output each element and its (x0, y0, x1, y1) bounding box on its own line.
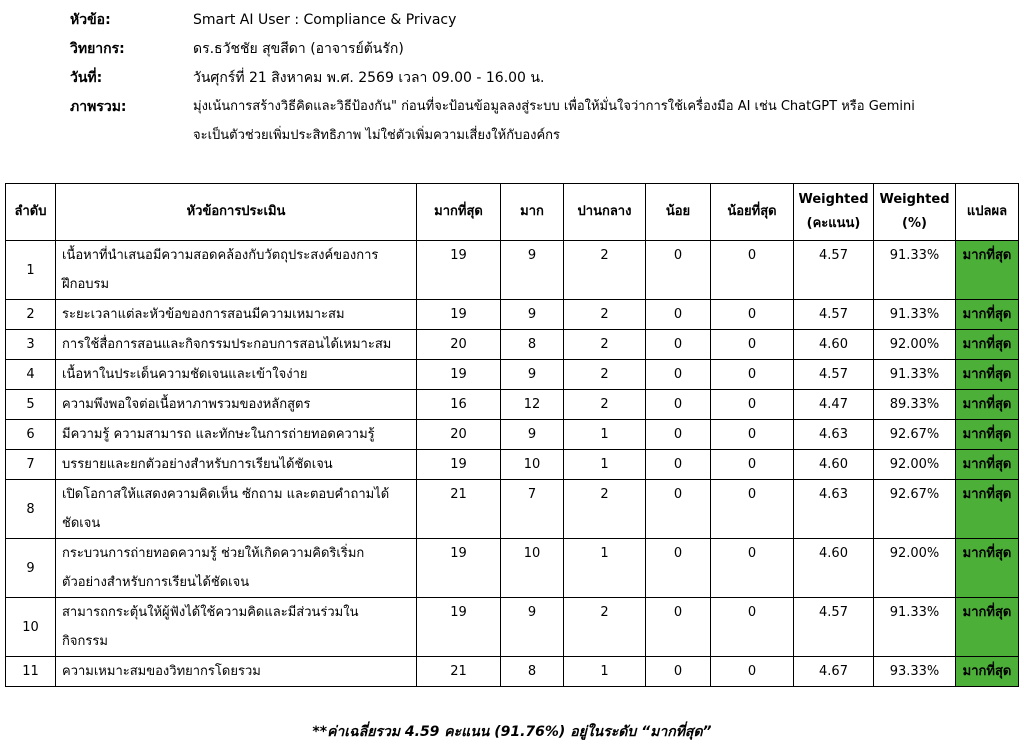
table-row (6, 598, 1019, 657)
row-pct: 93.33% (874, 657, 956, 687)
row-pct: 91.33% (874, 241, 956, 300)
row-little: 0 (646, 300, 711, 330)
table-row (6, 330, 1019, 360)
table-row (6, 300, 1019, 330)
table-row (6, 480, 1019, 539)
topic-label: หัวข้อ: (70, 12, 111, 28)
row-score: 4.57 (794, 300, 874, 330)
row-little: 0 (646, 598, 711, 657)
row-topic-line-2: กิจกรรม (62, 634, 108, 649)
row-pct: 92.67% (874, 480, 956, 539)
row-little: 0 (646, 480, 711, 539)
row-score: 4.57 (794, 360, 874, 390)
row-pct: 91.33% (874, 360, 956, 390)
row-result-badge: มากที่สุด (956, 420, 1019, 450)
row-topic-line-1: มีความรู้ ความสามารถ และทักษะในการถ่ายทอดความรู้ (62, 427, 375, 442)
header-much: มาก (501, 184, 564, 241)
row-topic (56, 300, 417, 330)
header-row (6, 184, 1019, 241)
row-topic-line-2: ฝึกอบรม (62, 277, 110, 292)
row-score: 4.60 (794, 330, 874, 360)
row-number: 1 (6, 241, 56, 300)
row-score: 4.60 (794, 450, 874, 480)
row-result-badge: มากที่สุด (956, 539, 1019, 598)
table-body (6, 241, 1019, 687)
header-least: น้อยที่สุด (711, 184, 794, 241)
row-number: 9 (6, 539, 56, 598)
row-most: 19 (417, 450, 501, 480)
row-much: 9 (501, 241, 564, 300)
row-least: 0 (711, 390, 794, 420)
row-moderate: 2 (564, 390, 646, 420)
row-topic-line-2: ชัดเจน (62, 516, 101, 531)
row-topic-line-1: ความพึงพอใจต่อเนื้อหาภาพรวมของหลักสูตร (62, 397, 311, 412)
table-row (6, 450, 1019, 480)
date-value: วันศุกร์ที่ 21 สิงหาคม พ.ศ. 2569 เวลา 09.00 - 16.00 น. (193, 70, 545, 86)
row-topic-line-2: ตัวอย่างสำหรับการเรียนได้ชัดเจน (62, 575, 250, 590)
row-topic (56, 330, 417, 360)
row-number: 3 (6, 330, 56, 360)
row-score: 4.67 (794, 657, 874, 687)
row-much: 8 (501, 330, 564, 360)
row-moderate: 2 (564, 598, 646, 657)
table-row (6, 420, 1019, 450)
row-number: 7 (6, 450, 56, 480)
row-most: 20 (417, 330, 501, 360)
row-topic (56, 539, 417, 598)
row-score: 4.57 (794, 598, 874, 657)
row-topic-line-1: สามารถกระตุ้นให้ผู้ฟังได้ใช้ความคิดและมีส่วนร่วมใน (62, 605, 359, 620)
row-result-badge: มากที่สุด (956, 480, 1019, 539)
row-moderate: 2 (564, 241, 646, 300)
row-number: 2 (6, 300, 56, 330)
row-moderate: 2 (564, 360, 646, 390)
row-much: 7 (501, 480, 564, 539)
row-much: 10 (501, 450, 564, 480)
row-least: 0 (711, 300, 794, 330)
header-weighted-score-line-1: Weighted (798, 192, 869, 207)
row-topic (56, 420, 417, 450)
date-label: วันที่: (70, 70, 103, 86)
topic-value: Smart AI User : Compliance & Privacy (193, 12, 457, 28)
row-topic-line-1: ระยะเวลาแต่ละหัวข้อของการสอนมีความเหมาะสม (62, 307, 345, 322)
row-most: 19 (417, 300, 501, 330)
row-pct: 91.33% (874, 300, 956, 330)
row-little: 0 (646, 241, 711, 300)
header-weighted-pct-line-1: Weighted (879, 192, 950, 207)
row-result-badge: มากที่สุด (956, 598, 1019, 657)
speaker-label: วิทยากร: (70, 41, 125, 57)
row-topic (56, 598, 417, 657)
row-most: 21 (417, 480, 501, 539)
row-much: 12 (501, 390, 564, 420)
row-score: 4.63 (794, 480, 874, 539)
row-most: 19 (417, 539, 501, 598)
table-row (6, 360, 1019, 390)
row-topic (56, 480, 417, 539)
row-much: 8 (501, 657, 564, 687)
row-most: 19 (417, 598, 501, 657)
row-topic-line-1: เปิดโอกาสให้แสดงความคิดเห็น ซักถาม และตอบคำถามได้ (62, 487, 390, 502)
row-pct: 89.33% (874, 390, 956, 420)
row-topic (56, 241, 417, 300)
row-moderate: 1 (564, 539, 646, 598)
row-least: 0 (711, 657, 794, 687)
row-pct: 91.33% (874, 598, 956, 657)
row-little: 0 (646, 420, 711, 450)
header-weighted-pct (874, 184, 956, 241)
overview-label: ภาพรวม: (70, 99, 127, 115)
row-topic-line-1: บรรยายและยกตัวอย่างสำหรับการเรียนได้ชัดเจน (62, 457, 333, 472)
row-much: 9 (501, 420, 564, 450)
row-topic (56, 450, 417, 480)
row-least: 0 (711, 450, 794, 480)
row-most: 19 (417, 360, 501, 390)
row-least: 0 (711, 241, 794, 300)
overview-line-2: จะเป็นตัวช่วยเพิ่มประสิทธิภาพ ไม่ใช่ตัวเพิ่มความเสี่ยงให้กับองค์กร (193, 128, 561, 143)
row-topic (56, 360, 417, 390)
row-most: 16 (417, 390, 501, 420)
row-little: 0 (646, 450, 711, 480)
row-much: 9 (501, 300, 564, 330)
row-least: 0 (711, 420, 794, 450)
row-moderate: 2 (564, 330, 646, 360)
row-least: 0 (711, 539, 794, 598)
row-moderate: 2 (564, 480, 646, 539)
table-row (6, 539, 1019, 598)
row-topic-line-1: เนื้อหาที่นำเสนอมีความสอดคล้องกับวัตถุประสงค์ของการ (62, 248, 379, 263)
header-most: มากที่สุด (417, 184, 501, 241)
row-much: 9 (501, 360, 564, 390)
row-pct: 92.00% (874, 539, 956, 598)
table-row (6, 241, 1019, 300)
row-topic (56, 657, 417, 687)
header-topic: หัวข้อการประเมิน (56, 184, 417, 241)
header-weighted-score (794, 184, 874, 241)
row-moderate: 1 (564, 420, 646, 450)
row-score: 4.63 (794, 420, 874, 450)
header-moderate: ปานกลาง (564, 184, 646, 241)
row-topic-line-1: ความเหมาะสมของวิทยากรโดยรวม (62, 664, 261, 679)
row-result-badge: มากที่สุด (956, 360, 1019, 390)
row-result-badge: มากที่สุด (956, 330, 1019, 360)
row-number: 5 (6, 390, 56, 420)
row-topic-line-1: กระบวนการถ่ายทอดความรู้ ช่วยให้เกิดความคิดริเริ่มก (62, 546, 365, 561)
row-result-badge: มากที่สุด (956, 241, 1019, 300)
row-moderate: 1 (564, 657, 646, 687)
row-topic-line-1: การใช้สื่อการสอนและกิจกรรมประกอบการสอนได้เหมาะสม (62, 337, 392, 352)
row-least: 0 (711, 360, 794, 390)
overview-line-1: มุ่งเน้นการสร้างวิธีคิดและวิธีป้องกัน" ก่อนที่จะป้อนข้อมูลลงสู่ระบบ เพื่อให้มั่นใจว่าการใช้เครื่องมือ AI เช่น ChatGPT หรือ Gemini (193, 99, 915, 114)
header-no: ลำดับ (6, 184, 56, 241)
row-moderate: 2 (564, 300, 646, 330)
row-number: 4 (6, 360, 56, 390)
table-header (6, 184, 1019, 241)
row-little: 0 (646, 360, 711, 390)
row-score: 4.47 (794, 390, 874, 420)
header-result: แปลผล (956, 184, 1019, 241)
row-number: 6 (6, 420, 56, 450)
row-least: 0 (711, 330, 794, 360)
header-little: น้อย (646, 184, 711, 241)
row-number: 11 (6, 657, 56, 687)
row-pct: 92.67% (874, 420, 956, 450)
row-little: 0 (646, 390, 711, 420)
evaluation-table (5, 183, 1019, 687)
row-score: 4.60 (794, 539, 874, 598)
row-result-badge: มากที่สุด (956, 657, 1019, 687)
row-most: 19 (417, 241, 501, 300)
summary-note: **ค่าเฉลี่ยรวม 4.59 คะแนน (91.76%) อยู่ในระดับ “มากที่สุด” (312, 724, 712, 740)
row-number: 8 (6, 480, 56, 539)
row-least: 0 (711, 598, 794, 657)
row-number: 10 (6, 598, 56, 657)
row-much: 9 (501, 598, 564, 657)
row-topic-line-1: เนื้อหาในประเด็นความชัดเจนและเข้าใจง่าย (62, 367, 308, 382)
row-most: 21 (417, 657, 501, 687)
row-most: 20 (417, 420, 501, 450)
row-little: 0 (646, 657, 711, 687)
row-little: 0 (646, 539, 711, 598)
row-score: 4.57 (794, 241, 874, 300)
table-row (6, 390, 1019, 420)
row-topic (56, 390, 417, 420)
row-moderate: 1 (564, 450, 646, 480)
row-pct: 92.00% (874, 330, 956, 360)
row-result-badge: มากที่สุด (956, 300, 1019, 330)
row-result-badge: มากที่สุด (956, 390, 1019, 420)
row-much: 10 (501, 539, 564, 598)
header-weighted-score-line-2: (คะแนน) (806, 216, 861, 231)
header-weighted-pct-line-2: (%) (902, 216, 927, 231)
table-row (6, 657, 1019, 687)
row-least: 0 (711, 480, 794, 539)
row-pct: 92.00% (874, 450, 956, 480)
row-result-badge: มากที่สุด (956, 450, 1019, 480)
row-little: 0 (646, 330, 711, 360)
speaker-value: ดร.ธวัชชัย สุขสีดา (อาจารย์ต้นรัก) (193, 41, 404, 57)
